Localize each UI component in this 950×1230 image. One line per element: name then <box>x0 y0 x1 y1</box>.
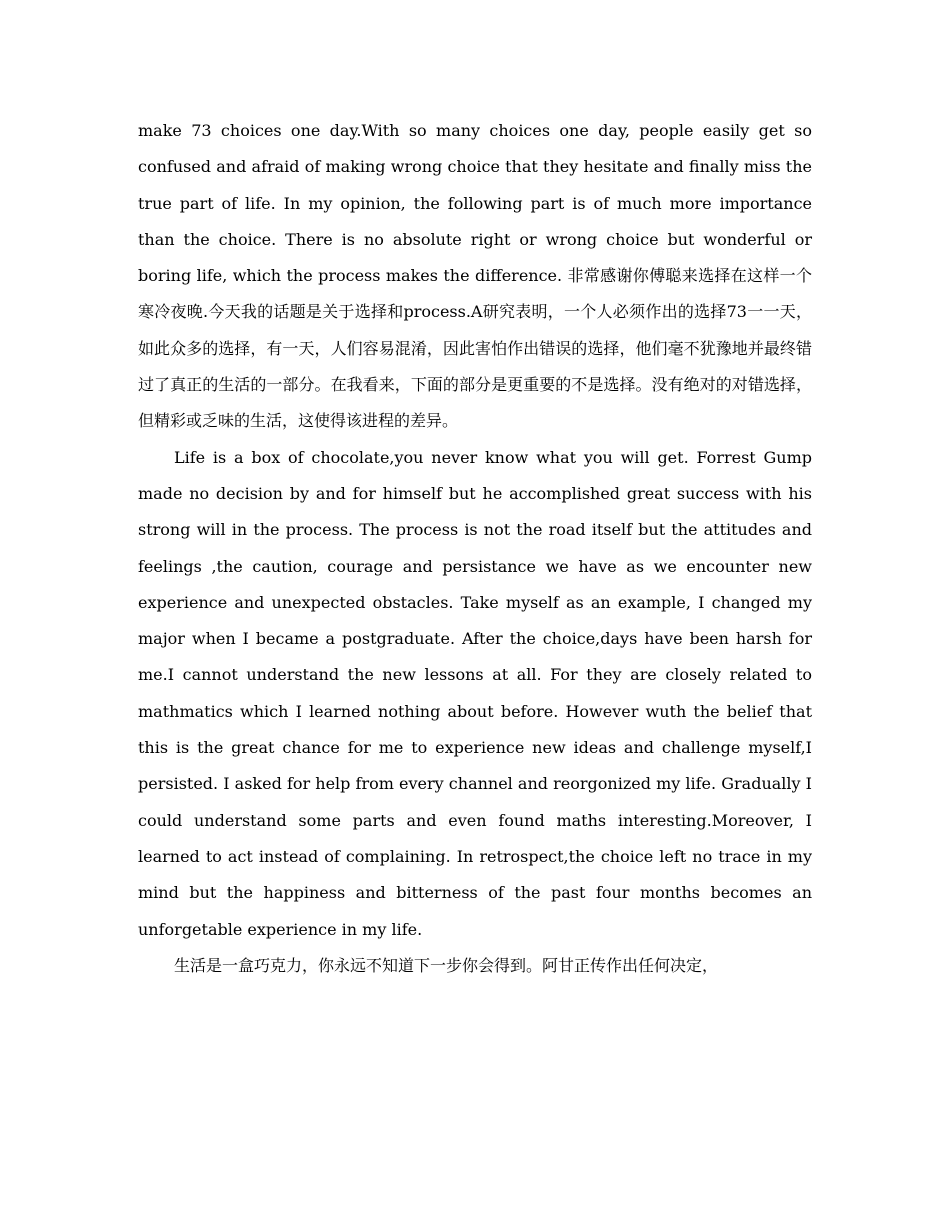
paragraph-continuation: make 73 choices one day.With so many choices one day, people easily get so confused and afraid of making wrong choice that they hesitate and finally miss the true part of life. In my opinion, the following part is of much more importance than the choice. There is no absolute right or wrong choice but wonderful or boring life, which the process makes the difference. 非常感谢你傅聪来选择在这样一个寒冷夜晚.今天我的话题是关于选择和process.A研究表明，一个人必须作出的选择73一一天，如此众多的选择，有一天，人们容易混淆，因此害怕作出错误的选择，他们毫不犹豫地并最终错过了真正的生活的一部分。在我看来，下面的部分是更重要的不是选择。没有绝对的对错选择，但精彩或乏味的生活，这使得该进程的差异。 <box>138 121 812 431</box>
document-body <box>138 113 812 984</box>
paragraph-forrest-gump: Life is a box of chocolate,you never know what you will get. Forrest Gump made no decision by and for himself but he accomplished great success with his strong will in the process. The process is not the road itself but the attitudes and feelings ,the caution, courage and persistance we have as we encounter new experience and unexpected obstacles. Take myself as an example, I changed my major when I became a postgraduate. After the choice,days have been harsh for me.I cannot understand the new lessons at all. For they are closely related to mathmatics which I learned nothing about before. However wuth the belief that this is the great chance for me to experience new ideas and challenge myself,I persisted. I asked for help from every channel and reorgonized my life. Gradually I could understand some parts and even found maths interesting.Moreover, I learned to act instead of complaining. In retrospect,the choice left no trace in my mind but the happiness and bitterness of the past four months becomes an unforgetable experience in my life. <box>138 447 812 939</box>
paragraph-chinese-translation: 生活是一盒巧克力，你永远不知道下一步你会得到。阿甘正传作出任何决定， <box>174 955 719 975</box>
